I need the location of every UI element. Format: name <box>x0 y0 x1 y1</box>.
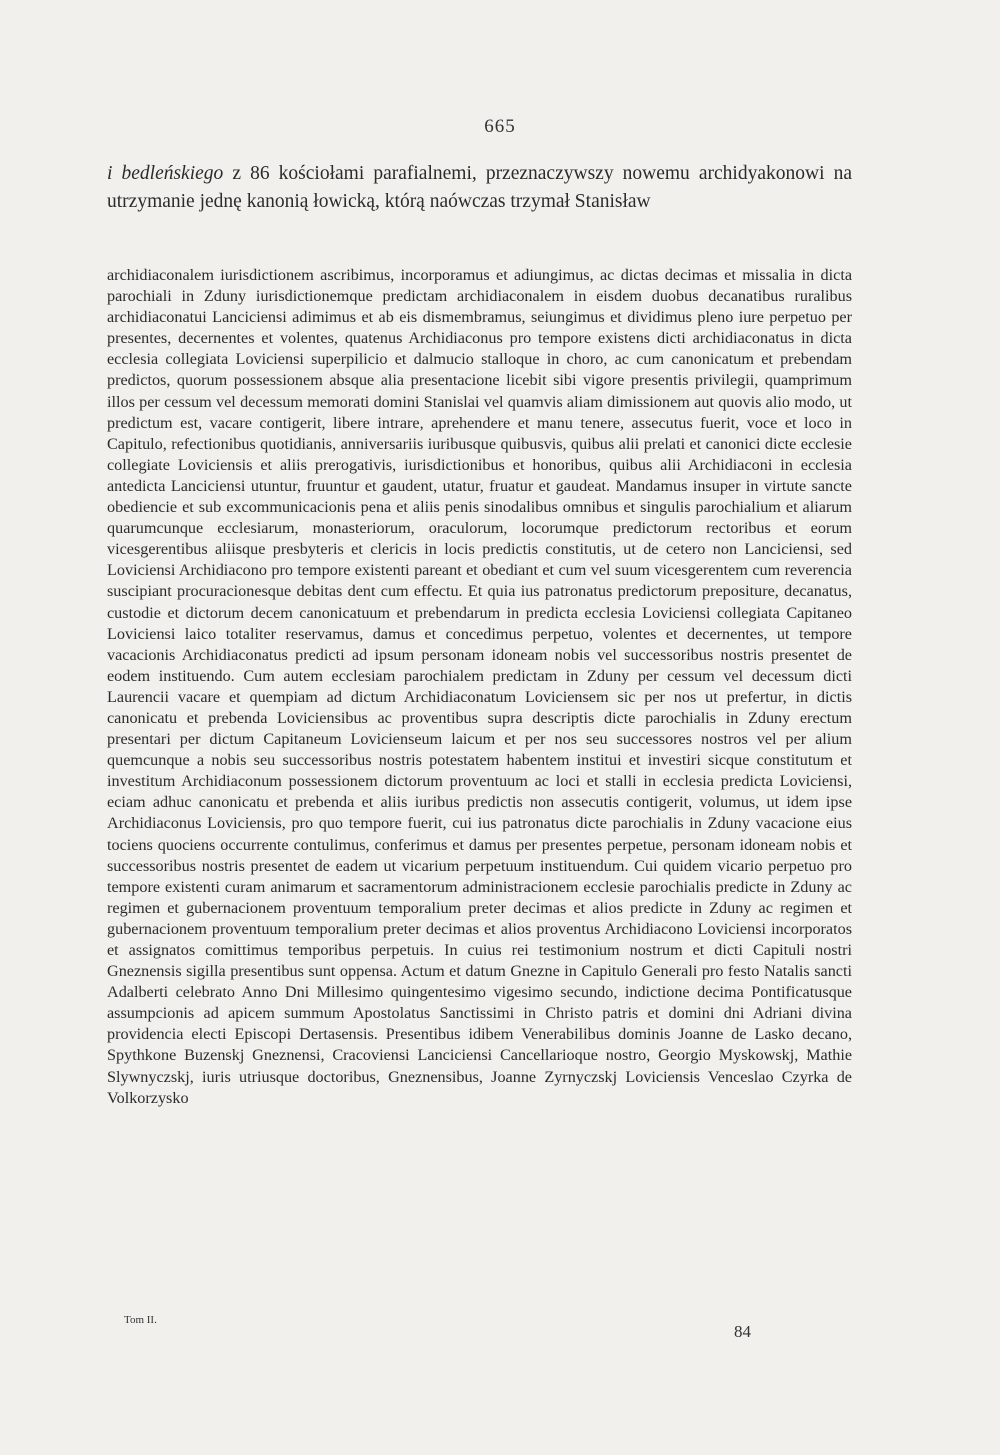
polish-paragraph <box>107 160 852 216</box>
polish-paragraph-text: z 86 kościołami parafialnemi, przeznaczywszy nowemu archidyakonowi na utrzymanie jednę kanonią łowicką, którą naówczas trzymał Stanisław <box>107 163 852 212</box>
printer-signature-mark: 84 <box>734 1322 751 1341</box>
volume-label: Tom II. <box>124 1314 157 1326</box>
latin-document-text <box>107 265 852 1109</box>
polish-emphasized-name: i bedleńskiego <box>107 163 224 184</box>
latin-paragraph: archidiaconalem iurisdictionem ascribimus, incorporamus et adiungimus, ac dictas decimas et missalia in dicta parochiali in Zduny iurisdictionemque predictam archidiaconalem in eisdem duobus decanatibus ruralibus archidiaconatui Lanciciensi adimimus et ab eis dismembramus, seiungimus et dividimus pleno iure perpetuo per presentes, decernentes et volentes, quatenus Archidiaconus pro tempore existens dicti archidiaconatus in dicta ecclesia collegiata Loviciensi superpilicio et dalmucio stalloque in choro, ac cum canonicatum et prebendam predictos, quorum possessionem absque alia presentacione licebit sibi vigore presentis privilegii, quamprimum illos per cessum vel decessum memorati domini Stanislai vel quamvis aliam dimissionem aut quovis alio modo, ut predictum est, vacare contigerit, libere intrare, aprehendere et manu tenere, assecutus fuerit, voce et loco in Capitulo, refectionibus quotidianis, anniversariis iuribusque quibusvis, quibus alii prelati et canonici dicte ecclesie collegiate Loviciensis et aliis prerogativis, iurisdictionibus et honoribus, quibus alii Archidiaconi in ecclesia antedicta Lanciciensi utuntur, fruuntur et gaudent, utatur, fruatur et gaudeat. Mandamus insuper in virtute sancte obediencie et sub excommunicacionis pena et aliis penis sinodalibus omnibus et singulis parochialium et aliarum quarumcunque ecclesiarum, monasteriorum, oraculorum, locorumque predictorum rectoribus et eorum vicesgerentibus aliisque presbyteris et clericis in locis predictis constitutis, ut de cetero non Lanciciensi, sed Loviciensi Archidiacono pro tempore existenti pareant et obediant et cum vel suum vicesgerentem cum reverencia suscipiant procuracionesque debitas dent cum effectu. Et quia ius patronatus predictorum prepositure, decanatus, custodie et dictorum decem canonicatuum et prebendarum in predicta ecclesia Loviciensi collegiata Capitaneo Loviciensi laico totaliter reservamus, damus et concedimus perpetuo, volentes et decernentes, ut tempore vacacionis Archidiaconatus predicti ad ipsum personam idoneam nobis vel successoribus nostris presentet de eodem instituendo. Cum autem ecclesiam parochialem predictam in Zduny per cessum vel decessum dicti Laurencii vacare et quempiam ad dictum Archidiaconatum Loviciensem sic per nos ut prefertur, in dictis canonicatu et prebenda Loviciensibus ac proventibus supra descriptis dicte parochialis in Zduny erectum presentari per dictum Capitaneum Lovicienseum laicum et per nos seu successores nostros vel per alium quemcunque a nobis seu successoribus nostris potestatem habentem institui et investiri sicque constitutum et investitum Archidiaconum possessionem dictorum proventuum ac loci et stalli in ecclesia predicta Loviciensi, eciam adhuc canonicatu et prebenda et aliis iuribus predictis non assecutis contigerit, volumus, ut idem ipse Archidiaconus Loviciensis, pro quo tempore fuerit, cui ius patronatus dicte parochialis in Zduny vacacione eius tociens quociens occurrente contulimus, conferimus et damus per presentes perpetue, personam idoneam nobis et successoribus nostris presentet de eadem ut vicarium perpetuum instituendum. Cui quidem vicario perpetuo pro tempore existenti curam animarum et sacramentorum administracionem ecclesie parochialis predicte in Zduny ac regimen et gubernacionem proventuum temporalium preter decimas et alios predicte in Zduny ac regimen et gubernacionem proventuum temporalium preter decimas et alios proventus Archidiacono Loviciensi incorporatos et assignatos comittimus temporibus perpetuis. In cuius rei testimonium nostrum et dicti Capituli nostri Gneznensis sigilla presentibus sunt oppensa. Actum et datum Gnezne in Capitulo Generali pro festo Natalis sancti Adalberti celebrato Anno Dni Millesimo quingentesimo vigesimo secundo, indictione decima Pontificatusque assumpcionis ad apicem summum Apostolatus Sanctissimi in Christo patris et domini dni Adriani divina providencia electi Episcopi Dertasensis. Presentibus idibem Venerabilibus dominis Joanne de Lasko decano, Spythkone Buzenskj Gneznensi, Cracoviensi Lanciciensi Cancellarioque nostro, Georgio Myskowskj, Mathie Slywnyczskj, iuris utriusque doctoribus, Gneznensibus, Joanne Zyrnyczskj Loviciensis Venceslao Czyrka de Volkorzysko <box>107 266 852 1107</box>
page-number: 665 <box>484 116 516 137</box>
